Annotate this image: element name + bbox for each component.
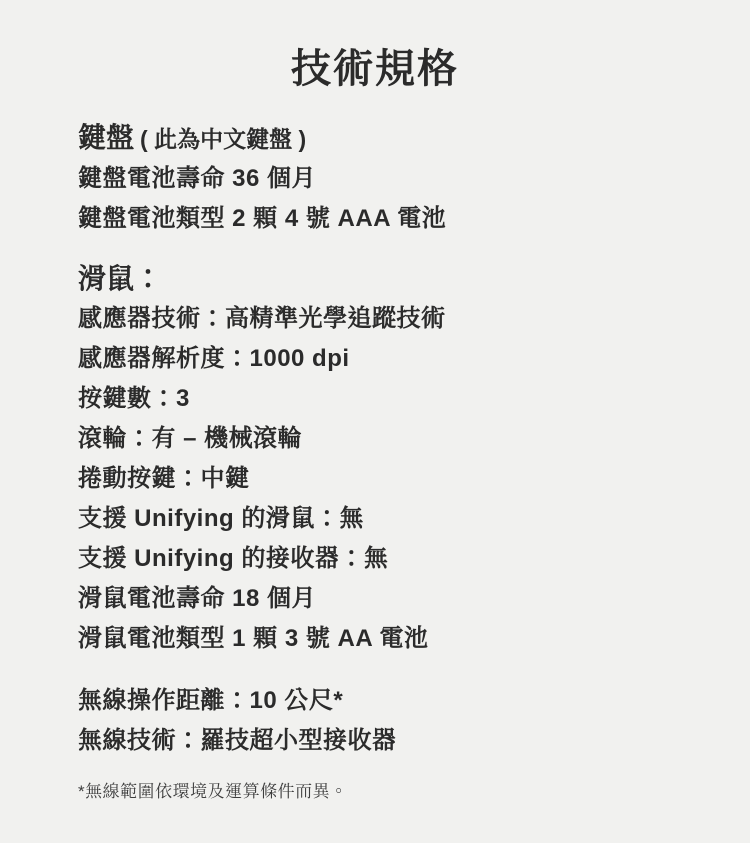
spec-line-keyboard-battery-life: 鍵盤電池壽命 36 個月 [78,165,317,192]
spec-line-sensor-resolution: 感應器解析度：1000 dpi [78,345,350,372]
wireless-range-footnote: *無線範圍依環境及運算條件而異。 [78,782,348,801]
spec-line-scroll-button: 捲動按鍵：中鍵 [78,465,250,492]
mouse-heading-text: 滑鼠： [78,263,163,294]
mouse-section-heading [78,259,710,299]
spec-line-mouse-battery-life: 滑鼠電池壽命 18 個月 [78,585,317,612]
spec-line-wireless-range: 無線操作距離：10 公尺* [78,687,344,714]
page-title: 技術規格 [291,47,459,91]
mouse-section [78,259,710,659]
keyboard-section-heading [78,118,710,159]
spec-line-unifying-mouse: 支援 Unifying 的滑鼠：無 [78,505,364,532]
spec-line-keyboard-battery-type: 鍵盤電池類型 2 顆 4 號 AAA 電池 [78,205,447,232]
spec-line-scroll-wheel: 滾輪：有 – 機械滾輪 [78,425,303,452]
keyboard-section [78,118,710,239]
keyboard-heading-note: ( 此為中文鍵盤 ) [140,126,307,152]
spec-line-unifying-receiver: 支援 Unifying 的接收器：無 [78,545,389,572]
spec-line-button-count: 按鍵數：3 [78,385,190,412]
spec-line-sensor-technology: 感應器技術：高精準光學追蹤技術 [78,305,446,332]
spec-line-mouse-battery-type: 滑鼠電池類型 1 顆 3 號 AA 電池 [78,625,429,652]
keyboard-heading-text: 鍵盤 [78,122,135,153]
spec-line-wireless-technology: 無線技術：羅技超小型接收器 [78,727,397,754]
wireless-section [78,681,710,761]
